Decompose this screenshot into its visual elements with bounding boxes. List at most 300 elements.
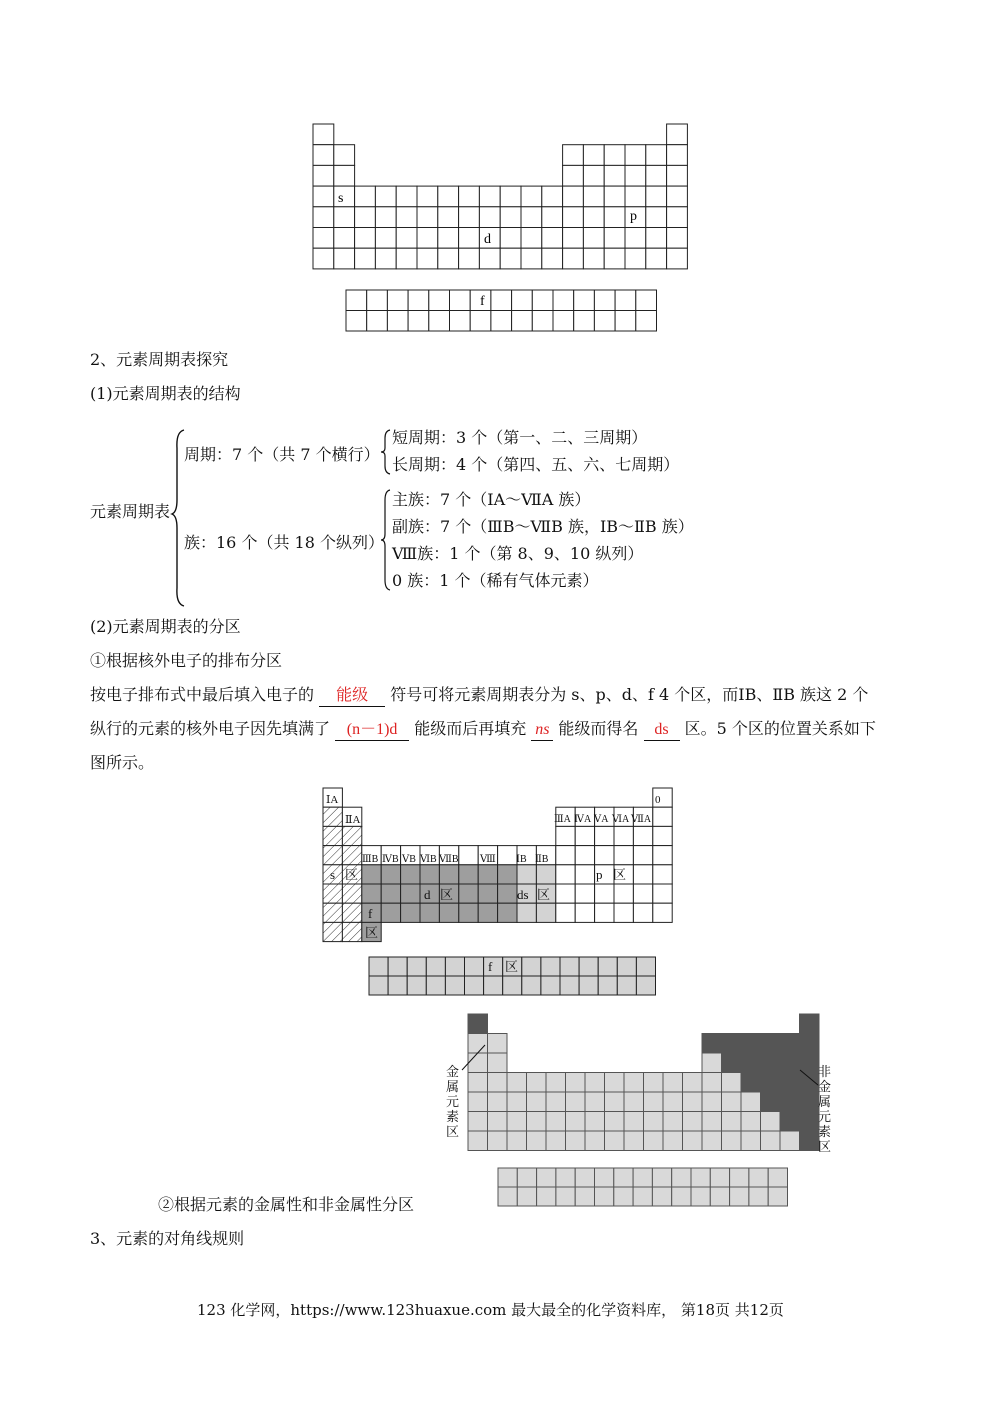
zone-cell bbox=[575, 826, 594, 845]
f-metal-zone-cell bbox=[730, 1168, 749, 1187]
metal-zone-cell bbox=[644, 1092, 664, 1112]
group-label-IVB: ⅣB bbox=[382, 854, 399, 865]
table-cell bbox=[542, 248, 563, 269]
group-label-VIB: ⅥB bbox=[420, 854, 437, 865]
f-zone-cell bbox=[522, 957, 541, 976]
f-table-cell bbox=[450, 311, 471, 332]
structure-subheading: (1)元素周期表的结构 bbox=[90, 384, 241, 403]
metal-zone-cell bbox=[741, 1131, 761, 1151]
f-zone-cell bbox=[465, 957, 484, 976]
f-zone-cell bbox=[503, 976, 522, 995]
table-cell bbox=[313, 165, 334, 186]
metal-zone-cell bbox=[741, 1053, 761, 1073]
zone-cell bbox=[517, 903, 536, 922]
metal-zone-cell bbox=[702, 1112, 722, 1132]
f-metal-zone-cell bbox=[672, 1168, 691, 1187]
zone-cell bbox=[595, 846, 614, 865]
metal-zone-cell bbox=[741, 1034, 761, 1054]
f-table-cell bbox=[553, 311, 574, 332]
f-table-cell bbox=[429, 290, 450, 311]
table-cell bbox=[355, 207, 376, 228]
zone-cell bbox=[362, 884, 381, 903]
zone-cell bbox=[498, 846, 517, 865]
table-cell bbox=[563, 248, 584, 269]
d-zone-label: d bbox=[424, 887, 431, 902]
metal-zone-cell bbox=[468, 1073, 488, 1093]
metal-zone-cell bbox=[800, 1053, 820, 1073]
metal-zone-label bbox=[446, 1064, 459, 1139]
f-zone-cell bbox=[445, 976, 464, 995]
zone-cell bbox=[498, 903, 517, 922]
table-cell bbox=[604, 186, 625, 207]
f-zone-cell bbox=[484, 976, 503, 995]
para-text-b: 符号可将元素周期表分为 s、p、d、f 4 个区，而ⅠB、ⅡB 族这 2 个 bbox=[390, 685, 869, 704]
table-cell bbox=[417, 248, 438, 269]
f-metal-zone-cell bbox=[652, 1187, 671, 1206]
metal-zone-cell bbox=[722, 1053, 742, 1073]
zone-cell bbox=[633, 826, 652, 845]
d-zone-qu: 区 bbox=[440, 887, 454, 902]
f-metal-zone-cell bbox=[537, 1187, 556, 1206]
nonmetal-label-char: 属 bbox=[818, 1094, 832, 1109]
table-cell bbox=[500, 207, 521, 228]
f-table-cell bbox=[512, 290, 533, 311]
paragraph-line-2 bbox=[90, 719, 876, 741]
f-table-cell bbox=[387, 290, 408, 311]
metal-zone-cell bbox=[761, 1034, 781, 1054]
metal-zone-cell bbox=[702, 1053, 722, 1073]
group-label-IIA: ⅡA bbox=[345, 814, 361, 826]
table-cell bbox=[563, 228, 584, 249]
metal-zone-cell bbox=[566, 1112, 586, 1132]
table-cell bbox=[313, 186, 334, 207]
metal-zone-cell bbox=[468, 1112, 488, 1132]
long-period-line: 长周期：4 个（第四、五、六、七周期） bbox=[392, 455, 680, 474]
nonmetal-label-char: 元 bbox=[818, 1109, 832, 1124]
f-zone-cell bbox=[598, 976, 617, 995]
metal-zone-cell bbox=[663, 1112, 683, 1132]
paragraph-line-1 bbox=[90, 685, 868, 707]
table-cell bbox=[334, 207, 355, 228]
table-cell bbox=[542, 207, 563, 228]
metal-zone-cell bbox=[585, 1073, 605, 1093]
f-zone-qu: 区 bbox=[505, 959, 519, 974]
item-1-heading: ①根据核外电子的排布分区 bbox=[90, 651, 283, 670]
table-cell bbox=[563, 145, 584, 166]
metal-zone-cell bbox=[702, 1034, 722, 1054]
f-zone-cell bbox=[369, 957, 388, 976]
metal-zone-cell bbox=[605, 1092, 625, 1112]
metal-zone-cell bbox=[624, 1092, 644, 1112]
zone-cell bbox=[478, 865, 497, 884]
table-cell bbox=[438, 186, 459, 207]
metal-zone-cell bbox=[741, 1092, 761, 1112]
metal-zone-cell bbox=[663, 1131, 683, 1151]
metal-zone-cell bbox=[702, 1073, 722, 1093]
metal-zone-cell bbox=[722, 1092, 742, 1112]
metal-zone-cell bbox=[663, 1092, 683, 1112]
zone-cell bbox=[381, 884, 400, 903]
metal-zone-cell bbox=[546, 1131, 566, 1151]
f-table-cell bbox=[574, 311, 595, 332]
table-cell bbox=[625, 145, 646, 166]
f-table-cell bbox=[367, 311, 388, 332]
metal-zone-cell bbox=[507, 1131, 527, 1151]
metal-zone-cell bbox=[741, 1073, 761, 1093]
table-cell bbox=[417, 207, 438, 228]
zone-cell bbox=[342, 826, 361, 845]
zone-cell bbox=[401, 903, 420, 922]
d-block-label: d bbox=[484, 232, 491, 247]
para-text-f: 区。5 个区的位置关系如下 bbox=[684, 719, 876, 738]
table-cell bbox=[334, 165, 355, 186]
f-table-cell bbox=[450, 290, 471, 311]
table-cell bbox=[438, 248, 459, 269]
table-cell bbox=[667, 124, 688, 145]
f-metal-zone-cell bbox=[749, 1187, 768, 1206]
f-metal-zone-cell bbox=[614, 1187, 633, 1206]
zone-cell bbox=[420, 865, 439, 884]
nonmetal-zone-label bbox=[818, 1064, 831, 1154]
nonmetal-label-char: 金 bbox=[818, 1079, 832, 1094]
f-table-cell bbox=[491, 311, 512, 332]
nonmetal-label-char: 素 bbox=[818, 1124, 832, 1139]
metal-zone-cell bbox=[624, 1131, 644, 1151]
zone-cell bbox=[556, 903, 575, 922]
f-zone-cell bbox=[541, 976, 560, 995]
f-zone-cell bbox=[407, 957, 426, 976]
group-label-VIII: Ⅷ bbox=[480, 854, 496, 865]
zone-cell bbox=[439, 865, 458, 884]
table-cell bbox=[479, 248, 500, 269]
f-table-cell bbox=[387, 311, 408, 332]
zone-cell bbox=[323, 807, 342, 826]
metal-zone-cell bbox=[546, 1092, 566, 1112]
metal-zone-cell bbox=[605, 1073, 625, 1093]
f-table-cell bbox=[636, 311, 657, 332]
f-metal-zone-cell bbox=[537, 1168, 556, 1187]
metal-zone-cell bbox=[527, 1131, 547, 1151]
metal-zone-cell bbox=[585, 1112, 605, 1132]
table-cell bbox=[438, 207, 459, 228]
metal-zone-cell bbox=[507, 1112, 527, 1132]
zone-cell bbox=[633, 884, 652, 903]
f-table-cell bbox=[594, 290, 615, 311]
group-label-VA: ⅤA bbox=[594, 814, 609, 825]
f-zone-cell bbox=[522, 976, 541, 995]
family-line: 族：16 个（共 18 个纵列） bbox=[184, 533, 384, 552]
metal-zone-cell bbox=[761, 1131, 781, 1151]
metal-zone-cell bbox=[683, 1073, 703, 1093]
s-zone-label: s bbox=[330, 867, 336, 882]
para-text-a: 按电子排布式中最后填入电子的 bbox=[90, 685, 315, 704]
metal-zone-cell bbox=[761, 1073, 781, 1093]
f-table-cell bbox=[615, 290, 636, 311]
p-zone-qu: 区 bbox=[613, 867, 627, 882]
table-cell bbox=[334, 248, 355, 269]
metal-zone-cell bbox=[585, 1092, 605, 1112]
f-table-cell bbox=[346, 311, 367, 332]
nonmetal-label-char: 区 bbox=[818, 1139, 832, 1154]
zone-cell bbox=[575, 846, 594, 865]
table-cell bbox=[646, 165, 667, 186]
table-cell bbox=[604, 248, 625, 269]
f-table-cell bbox=[615, 311, 636, 332]
f-zone-label-side: f bbox=[368, 906, 373, 921]
main-family-line: 主族：7 个（ⅠA～ⅦA 族） bbox=[392, 490, 591, 509]
f-metal-zone-cell bbox=[652, 1168, 671, 1187]
zone-cell bbox=[614, 846, 633, 865]
ds-zone-qu: 区 bbox=[537, 887, 551, 902]
metal-zone-cell bbox=[488, 1092, 508, 1112]
f-table-cell bbox=[532, 311, 553, 332]
metal-zone-cell bbox=[527, 1073, 547, 1093]
table-cell bbox=[583, 248, 604, 269]
zone-cell bbox=[478, 884, 497, 903]
para-text-e: 能级而得名 bbox=[558, 719, 639, 738]
zone-cell bbox=[595, 826, 614, 845]
metal-nonmetal-figure bbox=[430, 1005, 850, 1210]
f-table-cell bbox=[408, 290, 429, 311]
f-zone-cell bbox=[617, 957, 636, 976]
metal-zone-cell bbox=[507, 1073, 527, 1093]
f-table-cell bbox=[594, 311, 615, 332]
f-zone-cell bbox=[541, 957, 560, 976]
table-cell bbox=[583, 186, 604, 207]
zone-cell bbox=[556, 846, 575, 865]
answer-blank-3: ns bbox=[531, 720, 553, 741]
zone-cell bbox=[653, 884, 672, 903]
s-zone-qu: 区 bbox=[345, 867, 359, 882]
f-table-cell bbox=[346, 290, 367, 311]
metal-label-char: 属 bbox=[446, 1079, 460, 1094]
table-cell bbox=[313, 207, 334, 228]
table-cell bbox=[667, 207, 688, 228]
f-metal-zone-cell bbox=[710, 1168, 729, 1187]
zone-cell bbox=[633, 865, 652, 884]
nonmetal-label-char: 非 bbox=[818, 1064, 832, 1079]
f-zone-cell bbox=[560, 957, 579, 976]
f-zone-cell bbox=[388, 957, 407, 976]
f-table-cell bbox=[367, 290, 388, 311]
zone-cell bbox=[323, 884, 342, 903]
zone-cell bbox=[342, 922, 361, 941]
zone-cell bbox=[614, 884, 633, 903]
group-label-IIB: ⅡB bbox=[535, 854, 549, 865]
metal-zone-cell bbox=[683, 1092, 703, 1112]
zero-family-line: 0 族：1 个（稀有气体元素） bbox=[392, 571, 599, 590]
f-zone-cell bbox=[579, 976, 598, 995]
table-cell bbox=[375, 186, 396, 207]
s-block-label: s bbox=[338, 191, 344, 206]
caption-metal-nonmetal: ②根据元素的金属性和非金属性分区 bbox=[158, 1195, 415, 1214]
table-cell bbox=[583, 145, 604, 166]
group-label-VIIA: ⅦA bbox=[631, 814, 652, 825]
zone-cell bbox=[633, 903, 652, 922]
zone-cell bbox=[556, 884, 575, 903]
metal-zone-cell bbox=[546, 1073, 566, 1093]
f-zone-cell bbox=[388, 976, 407, 995]
f-metal-zone-cell bbox=[672, 1187, 691, 1206]
group-label-IB: ⅠB bbox=[516, 854, 527, 865]
metal-zone-cell bbox=[722, 1131, 742, 1151]
f-table-cell bbox=[491, 290, 512, 311]
table-cell bbox=[396, 186, 417, 207]
zone-cell bbox=[633, 846, 652, 865]
f-zone-cell bbox=[445, 957, 464, 976]
zone-cell bbox=[575, 884, 594, 903]
zone-cell bbox=[323, 922, 342, 941]
f-table-cell bbox=[408, 311, 429, 332]
zone-cell bbox=[459, 884, 478, 903]
table-cell bbox=[500, 228, 521, 249]
metal-zone-cell bbox=[780, 1073, 800, 1093]
sub-family-line: 副族：7 个（ⅢB～ⅦB 族，ⅠB～ⅡB 族） bbox=[392, 517, 694, 536]
table-cell bbox=[625, 165, 646, 186]
zone-cell bbox=[478, 903, 497, 922]
metal-label-char: 素 bbox=[446, 1109, 460, 1124]
group-label-IVA: ⅣA bbox=[574, 814, 592, 825]
f-metal-zone-cell bbox=[691, 1168, 710, 1187]
group-label-VB: ⅤB bbox=[402, 854, 416, 865]
table-cell bbox=[521, 186, 542, 207]
table-cell bbox=[500, 186, 521, 207]
f-zone-cell bbox=[426, 976, 445, 995]
f-metal-zone-cell bbox=[633, 1187, 652, 1206]
zone-cell bbox=[362, 865, 381, 884]
periodic-table-blocks-figure bbox=[0, 0, 993, 340]
ds-zone-label: ds bbox=[517, 887, 529, 902]
f-metal-zone-cell bbox=[517, 1168, 536, 1187]
table-cell bbox=[646, 207, 667, 228]
zone-cell bbox=[595, 903, 614, 922]
table-cell bbox=[646, 228, 667, 249]
table-cell bbox=[375, 248, 396, 269]
zone-cell bbox=[536, 903, 555, 922]
zone-cell bbox=[575, 903, 594, 922]
f-table-cell bbox=[512, 311, 533, 332]
metal-zone-cell bbox=[468, 1034, 488, 1054]
metal-zone-cell bbox=[488, 1131, 508, 1151]
f-zone-cell bbox=[598, 957, 617, 976]
table-cell bbox=[583, 228, 604, 249]
metal-zone-cell bbox=[761, 1112, 781, 1132]
zone-cell bbox=[381, 903, 400, 922]
f-zone-cell bbox=[407, 976, 426, 995]
table-cell bbox=[604, 145, 625, 166]
metal-zone-cell bbox=[527, 1112, 547, 1132]
table-cell bbox=[459, 186, 480, 207]
zone-cell bbox=[459, 846, 478, 865]
metal-zone-cell bbox=[722, 1073, 742, 1093]
zone-cell bbox=[323, 846, 342, 865]
short-period-line: 短周期：3 个（第一、二、三周期） bbox=[392, 428, 648, 447]
metal-zone-cell bbox=[605, 1112, 625, 1132]
metal-zone-cell bbox=[780, 1034, 800, 1054]
metal-zone-cell bbox=[780, 1092, 800, 1112]
table-cell bbox=[563, 165, 584, 186]
metal-zone-cell bbox=[780, 1053, 800, 1073]
page-footer: 123 化学网，https://www.123huaxue.com 最大最全的化学资料库， 第18页 共12页 bbox=[197, 1301, 784, 1319]
table-cell bbox=[313, 228, 334, 249]
metal-zone-cell bbox=[488, 1034, 508, 1054]
p-zone-label: p bbox=[596, 867, 603, 882]
p-block-label: p bbox=[630, 209, 637, 224]
table-cell bbox=[417, 228, 438, 249]
metal-zone-cell bbox=[800, 1131, 820, 1151]
metal-zone-cell bbox=[624, 1112, 644, 1132]
zone-cell bbox=[323, 903, 342, 922]
table-cell bbox=[521, 248, 542, 269]
metal-zone-cell bbox=[644, 1073, 664, 1093]
group-label-IIIA: ⅢA bbox=[554, 814, 571, 825]
zone-cell bbox=[342, 884, 361, 903]
metal-zone-cell bbox=[488, 1073, 508, 1093]
group-label-IIIB: ⅢB bbox=[362, 854, 379, 865]
metal-zone-cell bbox=[644, 1112, 664, 1132]
zone-cell bbox=[653, 807, 672, 826]
table-cell bbox=[667, 165, 688, 186]
table-cell bbox=[500, 248, 521, 269]
f-zone-cell bbox=[579, 957, 598, 976]
metal-zone-cell bbox=[605, 1131, 625, 1151]
f-zone-qu-side: 区 bbox=[365, 925, 379, 940]
zone-cell bbox=[342, 846, 361, 865]
f-zone-cell bbox=[426, 957, 445, 976]
section-2-heading: 2、元素周期表探究 bbox=[90, 350, 229, 369]
table-cell bbox=[417, 186, 438, 207]
table-cell bbox=[375, 228, 396, 249]
partition-subheading: (2)元素周期表的分区 bbox=[90, 617, 241, 636]
table-cell bbox=[604, 228, 625, 249]
answer-blank-1: 能级 bbox=[319, 686, 385, 707]
table-cell bbox=[604, 165, 625, 186]
f-metal-zone-cell bbox=[710, 1187, 729, 1206]
metal-zone-cell bbox=[468, 1014, 488, 1034]
table-cell bbox=[625, 186, 646, 207]
table-cell bbox=[438, 228, 459, 249]
table-cell bbox=[334, 228, 355, 249]
metal-zone-cell bbox=[527, 1092, 547, 1112]
metal-zone-cell bbox=[468, 1131, 488, 1151]
structure-root-label: 元素周期表 bbox=[90, 502, 171, 521]
table-cell bbox=[542, 228, 563, 249]
metal-zone-cell bbox=[566, 1092, 586, 1112]
metal-zone-cell bbox=[488, 1053, 508, 1073]
f-metal-zone-cell bbox=[517, 1187, 536, 1206]
table-cell bbox=[313, 124, 334, 145]
f-metal-zone-cell bbox=[556, 1187, 575, 1206]
table-cell bbox=[355, 186, 376, 207]
metal-zone-cell bbox=[507, 1092, 527, 1112]
periodic-table-zones-figure bbox=[300, 780, 700, 1000]
metal-zone-cell bbox=[800, 1014, 820, 1034]
metal-zone-cell bbox=[800, 1092, 820, 1112]
zone-cell bbox=[614, 903, 633, 922]
metal-zone-cell bbox=[722, 1112, 742, 1132]
metal-zone-cell bbox=[546, 1112, 566, 1132]
zone-cell bbox=[498, 884, 517, 903]
zone-cell bbox=[556, 865, 575, 884]
table-cell bbox=[583, 165, 604, 186]
table-cell bbox=[479, 207, 500, 228]
table-cell bbox=[313, 145, 334, 166]
zone-cell bbox=[575, 865, 594, 884]
zone-cell bbox=[614, 826, 633, 845]
table-cell bbox=[646, 186, 667, 207]
zone-cell bbox=[439, 903, 458, 922]
metal-zone-cell bbox=[468, 1092, 488, 1112]
